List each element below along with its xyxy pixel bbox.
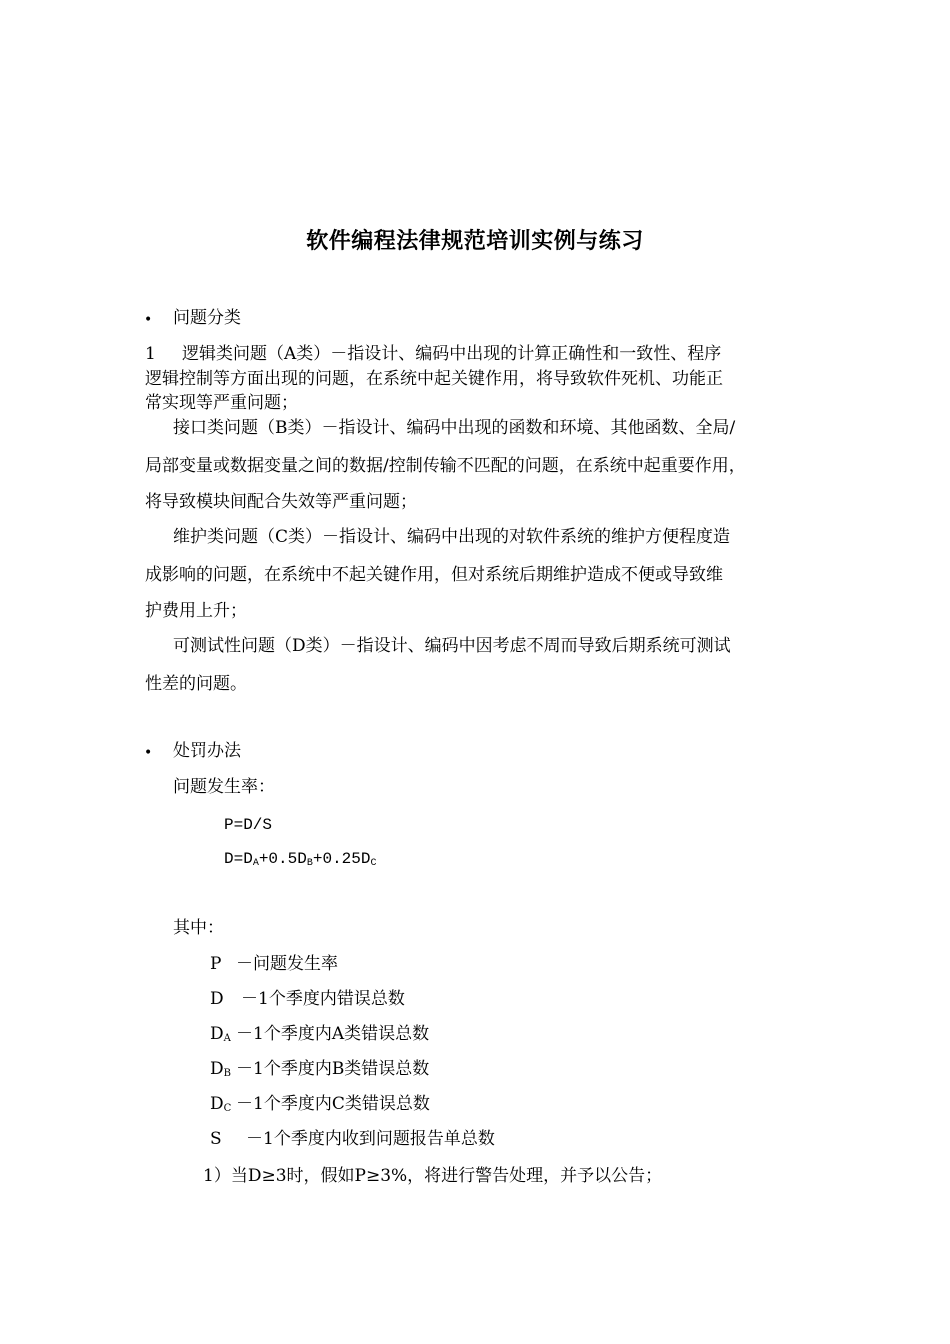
def-symbol: $D_A$ (210, 1024, 231, 1044)
formula-total: $D=D_A+0.5D_B+0.25D_C$ (224, 850, 377, 869)
section-heading: 问题分类 (173, 308, 241, 328)
rate-label: 问题发生率： (173, 777, 275, 797)
paragraph-line: 常实现等严重问题； (145, 393, 298, 413)
def-description: －1个季度内B类错误总数 (236, 1059, 430, 1079)
paragraph-line: 成影响的问题，在系统中不起关键作用，但对系统后期维护造成不便或导致维 (145, 565, 723, 585)
def-symbol: $D_C$ (210, 1094, 232, 1114)
def-description: －1个季度内错误总数 (241, 989, 405, 1009)
section-heading: 处罚办法 (173, 741, 241, 761)
document-title: 软件编程法律规范培训实例与练习 (306, 229, 644, 254)
paragraph-line: 护费用上升； (145, 601, 247, 621)
where-label: 其中： (173, 918, 224, 938)
formula-rate: P=D/S (224, 816, 273, 834)
def-description: －1个季度内A类错误总数 (236, 1024, 430, 1044)
def-description: －1个季度内收到问题报告单总数 (246, 1129, 495, 1149)
bullet-icon: • (144, 312, 153, 328)
item-number: 1 (145, 344, 156, 364)
paragraph-line: 将导致模块间配合失效等严重问题； (145, 492, 417, 512)
paragraph-line: 性差的问题。 (145, 674, 247, 694)
penalty-rule: 1）当D≥3时，假如P≥3%，将进行警告处理，并予以公告； (203, 1166, 663, 1186)
paragraph-line: 局部变量或数据变量之间的数据/控制传输不匹配的问题，在系统中起重要作用， (145, 456, 746, 476)
def-description: －问题发生率 (236, 954, 338, 974)
def-symbol: P (210, 954, 222, 974)
def-symbol: S (210, 1129, 222, 1149)
def-symbol: D (210, 989, 224, 1009)
paragraph-line: 接口类问题（B类）－指设计、编码中出现的函数和环境、其他函数、全局/ (173, 418, 736, 438)
paragraph-line: 可测试性问题（D类）－指设计、编码中因考虑不周而导致后期系统可测试 (173, 636, 731, 656)
def-description: －1个季度内C类错误总数 (236, 1094, 430, 1114)
def-symbol: $D_B$ (210, 1059, 231, 1079)
paragraph-line: 维护类问题（C类）－指设计、编码中出现的对软件系统的维护方便程度造 (173, 527, 731, 547)
paragraph-line: 逻辑类问题（A类）－指设计、编码中出现的计算正确性和一致性、程序 (182, 344, 722, 364)
bullet-icon: • (144, 745, 153, 761)
paragraph-line: 逻辑控制等方面出现的问题，在系统中起关键作用，将导致软件死机、功能正 (145, 369, 723, 389)
